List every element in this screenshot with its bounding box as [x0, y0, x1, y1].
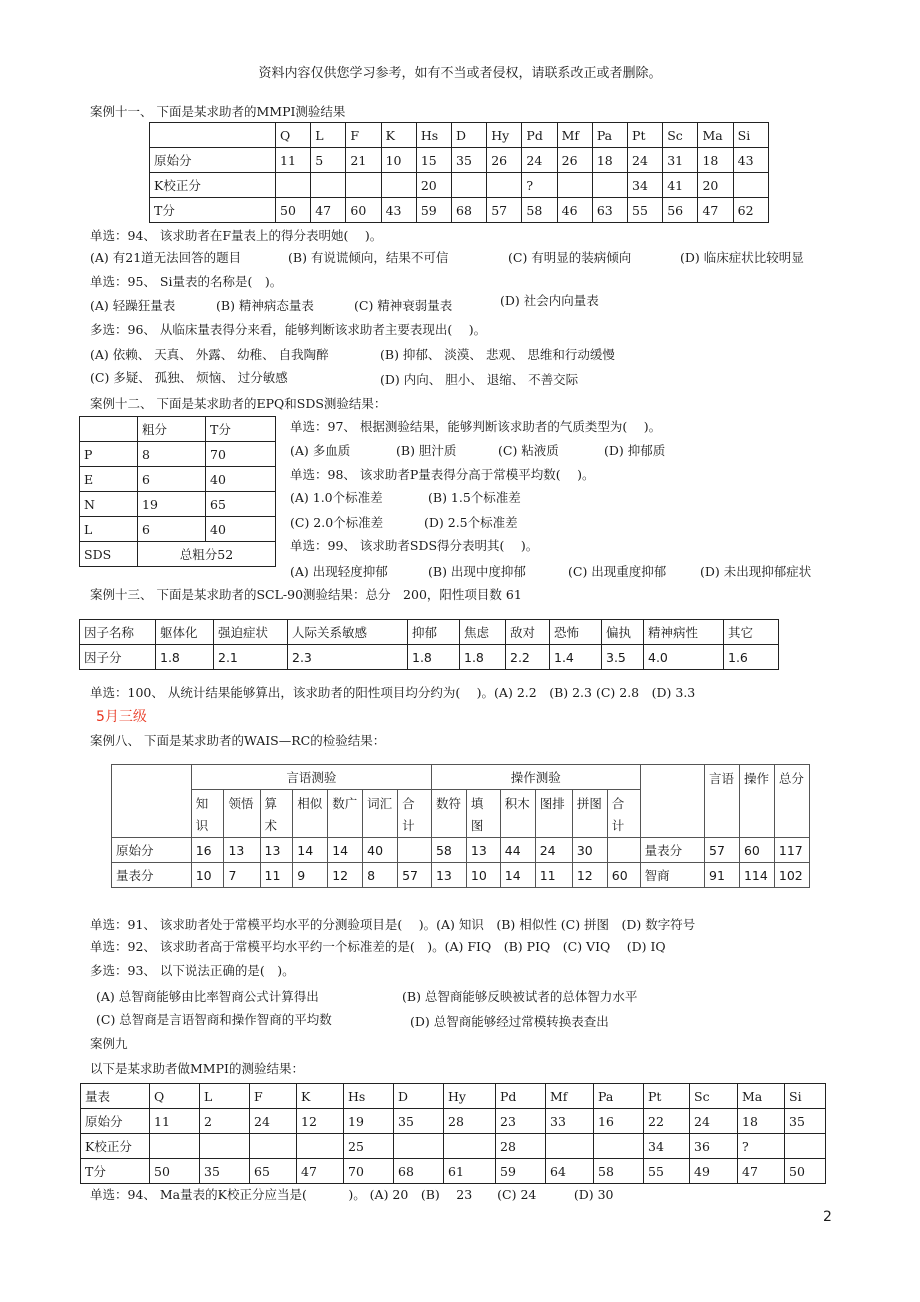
summary-score-cell: 117	[774, 838, 809, 863]
case12-epq-sds-table	[79, 416, 276, 567]
scale-header-cell: Si	[733, 123, 768, 148]
score-cell: 36	[690, 1134, 738, 1159]
score-cell	[785, 1134, 826, 1159]
score-cell: 65	[250, 1159, 297, 1184]
score-cell: 58	[522, 198, 557, 223]
score-cell: 47	[698, 198, 733, 223]
score-cell	[546, 1134, 594, 1159]
score-cell	[452, 173, 487, 198]
raw-score-cell: 58	[431, 838, 466, 863]
q98-option-c: (C) 2.0个标准差	[290, 515, 384, 530]
q94-option-a: (A) 有21道无法回答的题目	[90, 250, 242, 265]
factor-score-row	[80, 645, 779, 670]
score-cell	[311, 173, 346, 198]
score-cell	[200, 1134, 250, 1159]
row-label-cell: SDS	[80, 542, 138, 567]
factor-name-cell: 其它	[724, 620, 779, 645]
scale-score-cell: 7	[224, 863, 260, 888]
score-cell: 11	[276, 148, 311, 173]
factor-score-cell: 3.5	[602, 645, 644, 670]
score-cell: 20	[698, 173, 733, 198]
row-label-cell: T分	[150, 198, 276, 223]
header-cell	[80, 417, 138, 442]
score-cell: ?	[522, 173, 557, 198]
score-cell: 19	[138, 492, 206, 517]
scale-score-cell: 60	[607, 863, 640, 888]
score-cell: 43	[381, 198, 416, 223]
case8-wais-table	[111, 764, 810, 888]
factor-name-cell: 焦虑	[460, 620, 506, 645]
sds-value-cell: 总粗分52	[138, 542, 276, 567]
q94-option-d: (D) 临床症状比较明显	[680, 250, 804, 265]
scale-header-cell: K	[381, 123, 416, 148]
score-cell: 65	[206, 492, 276, 517]
section-heading: 5月三级	[96, 709, 147, 725]
score-cell: 40	[206, 467, 276, 492]
raw-score-cell: 16	[191, 838, 224, 863]
q92-question: 单选：92、 该求助者高于常模平均水平约一个标准差的是( )。(A) FIQ (B) PIQ (C) VIQ (D) IQ	[90, 939, 666, 954]
case9-intro: 以下是某求助者做MMPI的测验结果：	[90, 1061, 304, 1076]
table-row	[150, 148, 769, 173]
q95-option-c: (C) 精神衰弱量表	[354, 298, 453, 313]
score-cell: 70	[206, 442, 276, 467]
score-cell: 21	[346, 148, 381, 173]
score-cell: 28	[444, 1109, 496, 1134]
q94-option-b: (B) 有说谎倾向，结果不可信	[288, 250, 449, 265]
scale-header-cell: Pd	[496, 1084, 546, 1109]
score-cell: ?	[738, 1134, 785, 1159]
score-cell: 63	[592, 198, 627, 223]
score-cell: 15	[416, 148, 451, 173]
scale-score-cell: 57	[398, 863, 432, 888]
score-cell: 43	[733, 148, 768, 173]
q94-option-c: (C) 有明显的装病倾向	[508, 250, 632, 265]
factor-name-cell: 恐怖	[550, 620, 602, 645]
page-number: 2	[823, 1209, 832, 1225]
score-cell: 11	[150, 1109, 200, 1134]
verbal-test-header: 言语测验	[191, 765, 431, 790]
table-header-row	[80, 417, 276, 442]
score-cell	[733, 173, 768, 198]
factor-name-cell: 偏执	[602, 620, 644, 645]
factor-name-cell: 敌对	[506, 620, 550, 645]
scale-header-cell: Ma	[738, 1084, 785, 1109]
scale-header-cell: Pt	[644, 1084, 690, 1109]
scale-score-cell: 14	[500, 863, 535, 888]
q95-question: 单选：95、 Si量表的名称是( )。	[90, 274, 283, 289]
performance-test-header: 操作测验	[431, 765, 640, 790]
subtest-header-cell: 填图	[466, 790, 500, 838]
factor-score-cell: 2.2	[506, 645, 550, 670]
score-cell: 2	[200, 1109, 250, 1134]
score-cell: 10	[381, 148, 416, 173]
summary-header-cell: 言语	[705, 765, 740, 838]
case11-mmpi-table	[149, 122, 769, 223]
q100-question: 单选：100、 从统计结果能够算出，该求助者的阳性项目均分约为( )。(A) 2.2 (B) 2.3 (C) 2.8 (D) 3.3	[90, 685, 696, 700]
q98-option-d: (D) 2.5个标准差	[424, 515, 518, 530]
scale-header-cell: D	[452, 123, 487, 148]
row-label-cell: 量表分	[640, 838, 704, 863]
score-cell: 59	[496, 1159, 546, 1184]
scale-header-cell: K	[297, 1084, 344, 1109]
factor-score-cell: 1.4	[550, 645, 602, 670]
subtest-header-cell: 数广	[328, 790, 363, 838]
table-row	[80, 492, 276, 517]
q98-question: 单选：98、 该求助者P量表得分高于常模平均数( )。	[290, 467, 595, 482]
table-header-row	[81, 1084, 826, 1109]
score-cell: 41	[663, 173, 698, 198]
score-cell: 26	[557, 148, 592, 173]
scale-score-cell: 10	[466, 863, 500, 888]
q93-option-c: (C) 总智商是言语智商和操作智商的平均数	[96, 1012, 332, 1027]
score-cell: 18	[738, 1109, 785, 1134]
row-label-cell: 智商	[640, 863, 704, 888]
q97-option-c: (C) 粘液质	[498, 443, 559, 458]
summary-score-cell: 57	[705, 838, 740, 863]
raw-score-cell: 44	[500, 838, 535, 863]
score-cell: 35	[785, 1109, 826, 1134]
q98-option-b: (B) 1.5个标准差	[428, 490, 521, 505]
score-cell: 24	[522, 148, 557, 173]
factor-score-cell: 1.8	[460, 645, 506, 670]
header-cell: T分	[206, 417, 276, 442]
q97-question: 单选：97、 根据测验结果，能够判断该求助者的气质类型为( )。	[290, 419, 662, 434]
score-cell: 24	[628, 148, 663, 173]
row-label-cell: 原始分	[112, 838, 192, 863]
raw-score-row	[112, 838, 810, 863]
subtest-header-cell: 算术	[260, 790, 293, 838]
case8-title: 案例八、 下面是某求助者的WAIS—RC的检验结果：	[90, 733, 386, 748]
page-header: 资料内容仅供您学习参考，如有不当或者侵权，请联系改正或者删除。	[258, 66, 662, 81]
case12-title: 案例十二、 下面是某求助者的EPQ和SDS测验结果：	[90, 396, 387, 411]
raw-score-cell: 13	[224, 838, 260, 863]
score-cell: 12	[297, 1109, 344, 1134]
score-cell: 34	[628, 173, 663, 198]
score-cell: 28	[496, 1134, 546, 1159]
factor-name-row	[80, 620, 779, 645]
q97-option-a: (A) 多血质	[290, 443, 351, 458]
score-cell: 60	[346, 198, 381, 223]
scale-header-cell: Mf	[557, 123, 592, 148]
q99-option-b: (B) 出现中度抑郁	[428, 564, 526, 579]
score-cell	[592, 173, 627, 198]
table-row	[150, 173, 769, 198]
score-cell: 55	[628, 198, 663, 223]
scale-score-cell: 13	[431, 863, 466, 888]
raw-score-cell: 14	[293, 838, 328, 863]
q93-option-d: (D) 总智商能够经过常模转换表查出	[410, 1014, 609, 1029]
score-cell: 61	[444, 1159, 496, 1184]
score-cell: 64	[546, 1159, 594, 1184]
q97-option-d: (D) 抑郁质	[604, 443, 666, 458]
q99-option-c: (C) 出现重度抑郁	[568, 564, 667, 579]
row-label-cell: N	[80, 492, 138, 517]
factor-name-cell: 精神病性	[644, 620, 724, 645]
subtest-header-cell: 知识	[191, 790, 224, 838]
row-label-cell: T分	[81, 1159, 150, 1184]
factor-name-cell: 因子名称	[80, 620, 156, 645]
iq-score-cell: 91	[705, 863, 740, 888]
table-row	[80, 467, 276, 492]
table-row	[80, 517, 276, 542]
score-cell: 23	[496, 1109, 546, 1134]
score-cell: 25	[344, 1134, 394, 1159]
summary-score-cell: 60	[739, 838, 774, 863]
summary-header-cell: 总分	[774, 765, 809, 838]
score-cell: 35	[452, 148, 487, 173]
scale-header-cell: Hs	[344, 1084, 394, 1109]
table-row	[81, 1159, 826, 1184]
q96-question: 多选：96、 从临床量表得分来看，能够判断该求助者主要表现出( )。	[90, 322, 487, 337]
factor-score-cell: 因子分	[80, 645, 156, 670]
score-cell: 8	[138, 442, 206, 467]
subtest-header-cell: 图排	[535, 790, 572, 838]
score-cell: 68	[452, 198, 487, 223]
q94-question: 单选：94、 该求助者在F量表上的得分表明她( )。	[90, 228, 383, 243]
table-row	[150, 198, 769, 223]
test-group-row	[112, 765, 810, 790]
scale-header-cell: Ma	[698, 123, 733, 148]
blank-header-cell	[640, 765, 704, 838]
score-cell: 59	[416, 198, 451, 223]
scale-header-cell: Hy	[444, 1084, 496, 1109]
raw-score-cell: 40	[363, 838, 398, 863]
scale-header-cell: L	[311, 123, 346, 148]
factor-name-cell: 躯体化	[156, 620, 214, 645]
row-label-cell: 量表分	[112, 863, 192, 888]
q96-option-c: (C) 多疑、 孤独、 烦恼、 过分敏感	[90, 370, 288, 385]
q99-question: 单选：99、 该求助者SDS得分表明其( )。	[290, 538, 539, 553]
score-cell	[381, 173, 416, 198]
factor-score-cell: 2.1	[214, 645, 288, 670]
score-cell: 68	[394, 1159, 444, 1184]
q99-option-a: (A) 出现轻度抑郁	[290, 564, 388, 579]
table-corner-cell	[150, 123, 276, 148]
score-cell: 35	[200, 1159, 250, 1184]
score-cell: 58	[594, 1159, 644, 1184]
score-cell: 62	[733, 198, 768, 223]
row-label-cell: K校正分	[150, 173, 276, 198]
raw-score-cell: 30	[572, 838, 607, 863]
scale-header-cell: Sc	[663, 123, 698, 148]
subtest-header-cell: 积木	[500, 790, 535, 838]
raw-score-cell: 14	[328, 838, 363, 863]
score-cell: 16	[594, 1109, 644, 1134]
raw-score-cell	[398, 838, 432, 863]
row-label-cell: K校正分	[81, 1134, 150, 1159]
scale-header-cell: Hy	[487, 123, 522, 148]
score-cell: 47	[297, 1159, 344, 1184]
score-cell	[444, 1134, 496, 1159]
score-cell: 40	[206, 517, 276, 542]
score-cell	[276, 173, 311, 198]
score-cell	[250, 1134, 297, 1159]
row-label-cell: L	[80, 517, 138, 542]
score-cell: 47	[738, 1159, 785, 1184]
score-cell: 35	[394, 1109, 444, 1134]
score-cell: 33	[546, 1109, 594, 1134]
q93-option-a: (A) 总智商能够由比率智商公式计算得出	[96, 989, 319, 1004]
scale-header-cell: Q	[150, 1084, 200, 1109]
raw-score-cell: 13	[466, 838, 500, 863]
score-cell: 50	[276, 198, 311, 223]
scale-header-cell: L	[200, 1084, 250, 1109]
sds-row	[80, 542, 276, 567]
raw-score-cell: 13	[260, 838, 293, 863]
score-cell: 18	[592, 148, 627, 173]
case11-title: 案例十一、 下面是某求助者的MMPI测验结果	[90, 104, 346, 119]
score-cell: 22	[644, 1109, 690, 1134]
case9-mmpi-table	[80, 1083, 826, 1184]
score-cell: 24	[690, 1109, 738, 1134]
score-cell: 56	[663, 198, 698, 223]
subtest-header-cell: 拼图	[572, 790, 607, 838]
score-cell: 57	[487, 198, 522, 223]
scale-header-cell: Pt	[628, 123, 663, 148]
scale-header-cell: Hs	[416, 123, 451, 148]
raw-score-cell	[607, 838, 640, 863]
scale-header-cell: Q	[276, 123, 311, 148]
header-cell: 粗分	[138, 417, 206, 442]
case13-title: 案例十三、 下面是某求助者的SCL-90测验结果：总分 200，阳性项目数 61	[90, 587, 522, 602]
score-cell	[487, 173, 522, 198]
q99-option-d: (D) 未出现抑郁症状	[700, 564, 812, 579]
scale-score-cell: 10	[191, 863, 224, 888]
score-cell: 24	[250, 1109, 297, 1134]
score-cell: 26	[487, 148, 522, 173]
subtest-header-cell: 数符	[431, 790, 466, 838]
factor-score-cell: 4.0	[644, 645, 724, 670]
score-cell: 47	[311, 198, 346, 223]
factor-name-cell: 人际关系敏感	[288, 620, 408, 645]
score-cell: 31	[663, 148, 698, 173]
q93-option-b: (B) 总智商能够反映被试者的总体智力水平	[402, 989, 638, 1004]
scale-score-cell: 12	[572, 863, 607, 888]
score-cell: 49	[690, 1159, 738, 1184]
q97-option-b: (B) 胆汁质	[396, 443, 457, 458]
scale-score-cell: 12	[328, 863, 363, 888]
q93-question: 多选：93、 以下说法正确的是( )。	[90, 963, 295, 978]
score-cell: 70	[344, 1159, 394, 1184]
table-row	[80, 442, 276, 467]
q96-option-b: (B) 抑郁、 淡漠、 悲观、 思维和行动缓慢	[380, 347, 615, 362]
score-cell	[557, 173, 592, 198]
score-cell	[594, 1134, 644, 1159]
scale-score-cell: 8	[363, 863, 398, 888]
q96-option-d: (D) 内向、 胆小、 退缩、 不善交际	[380, 372, 579, 387]
score-cell: 20	[416, 173, 451, 198]
subtest-header-cell: 领悟	[224, 790, 260, 838]
q95-option-d: (D) 社会内向量表	[500, 293, 599, 308]
scale-header-cell: Pd	[522, 123, 557, 148]
case9-title: 案例九	[90, 1036, 128, 1051]
subtest-header-cell: 相似	[293, 790, 328, 838]
score-cell: 50	[785, 1159, 826, 1184]
iq-score-cell: 114	[739, 863, 774, 888]
scale-header-cell: Mf	[546, 1084, 594, 1109]
score-cell	[394, 1134, 444, 1159]
row-label-cell: 原始分	[150, 148, 276, 173]
factor-score-cell: 2.3	[288, 645, 408, 670]
scale-header-cell: Pa	[592, 123, 627, 148]
score-cell: 6	[138, 517, 206, 542]
q91-question: 单选：91、 该求助者处于常模平均水平的分测验项目是( )。(A) 知识 (B) 相似性 (C) 拼图 (D) 数字符号	[90, 917, 696, 932]
row-label-cell: 原始分	[81, 1109, 150, 1134]
subtest-header-cell: 合计	[607, 790, 640, 838]
row-label-cell: P	[80, 442, 138, 467]
q95-option-b: (B) 精神病态量表	[216, 298, 314, 313]
score-cell: 50	[150, 1159, 200, 1184]
scale-score-cell: 11	[535, 863, 572, 888]
scale-score-row	[112, 863, 810, 888]
factor-score-cell: 1.6	[724, 645, 779, 670]
factor-name-cell: 强迫症状	[214, 620, 288, 645]
score-cell: 18	[698, 148, 733, 173]
scale-header-cell: F	[250, 1084, 297, 1109]
table-row	[81, 1109, 826, 1134]
case13-scl90-table	[79, 619, 779, 670]
summary-header-cell: 操作	[739, 765, 774, 838]
table-corner-cell	[112, 765, 192, 838]
scale-header-cell: F	[346, 123, 381, 148]
table-row	[81, 1134, 826, 1159]
q98-option-a: (A) 1.0个标准差	[290, 490, 383, 505]
case9-q94-question: 单选：94、 Ma量表的K校正分应当是( )。 (A) 20 (B) 23 (C) 24 (D) 30	[90, 1187, 614, 1202]
scale-header-cell: 量表	[81, 1084, 150, 1109]
score-cell: 34	[644, 1134, 690, 1159]
score-cell	[346, 173, 381, 198]
raw-score-cell: 24	[535, 838, 572, 863]
factor-score-cell: 1.8	[408, 645, 460, 670]
scale-header-cell: Pa	[594, 1084, 644, 1109]
score-cell	[297, 1134, 344, 1159]
table-header-row	[150, 123, 769, 148]
iq-score-cell: 102	[774, 863, 809, 888]
scale-score-cell: 11	[260, 863, 293, 888]
scale-header-cell: D	[394, 1084, 444, 1109]
score-cell: 19	[344, 1109, 394, 1134]
subtest-header-cell: 合计	[398, 790, 432, 838]
score-cell: 46	[557, 198, 592, 223]
scale-score-cell: 9	[293, 863, 328, 888]
score-cell	[150, 1134, 200, 1159]
q96-option-a: (A) 依赖、 天真、 外露、 幼稚、 自我陶醉	[90, 347, 329, 362]
row-label-cell: E	[80, 467, 138, 492]
score-cell: 55	[644, 1159, 690, 1184]
scale-header-cell: Si	[785, 1084, 826, 1109]
score-cell: 6	[138, 467, 206, 492]
subtest-header-cell: 词汇	[363, 790, 398, 838]
scale-header-cell: Sc	[690, 1084, 738, 1109]
factor-score-cell: 1.8	[156, 645, 214, 670]
score-cell: 5	[311, 148, 346, 173]
q95-option-a: (A) 轻躁狂量表	[90, 298, 176, 313]
factor-name-cell: 抑郁	[408, 620, 460, 645]
